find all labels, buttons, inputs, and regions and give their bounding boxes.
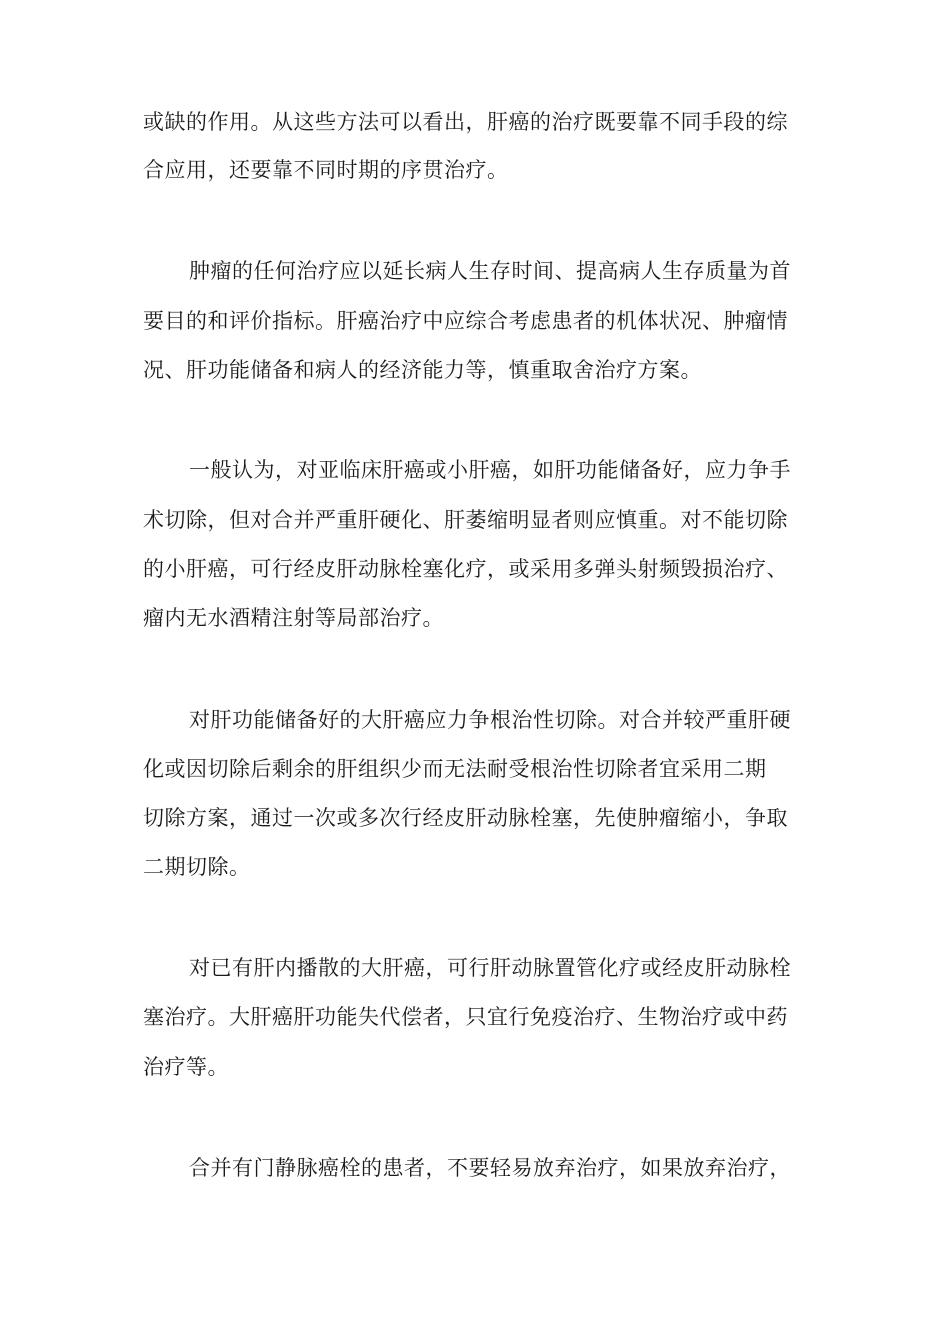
- paragraph-6-line-1: 合并有门静脉癌栓的患者，不要轻易放弃治疗，如果放弃治疗，: [189, 1156, 791, 1180]
- paragraph-1-line-1: 或缺的作用。从这些方法可以看出，肝癌的治疗既要靠不同手段的综: [143, 110, 788, 134]
- paragraph-4-line-2: 化或因切除后剩余的肝组织少而无法耐受根治性切除者宜采用二期: [143, 757, 767, 781]
- paragraph-2-line-2: 要目的和评价指标。肝癌治疗中应综合考虑患者的机体状况、肿瘤情: [143, 309, 788, 333]
- paragraph-2-line-1: 肿瘤的任何治疗应以延长病人生存时间、提高病人生存质量为首: [189, 259, 791, 283]
- paragraph-4-line-3: 切除方案，通过一次或多次行经皮肝动脉栓塞，先使肿瘤缩小，争取: [143, 806, 788, 830]
- paragraph-3-line-2: 术切除，但对合并严重肝硬化、肝萎缩明显者则应慎重。对不能切除: [143, 508, 788, 532]
- paragraph-5-line-1: 对已有肝内播散的大肝癌，可行肝动脉置管化疗或经皮肝动脉栓: [189, 956, 791, 980]
- paragraph-5-line-3: 治疗等。: [143, 1055, 229, 1079]
- paragraph-4-line-1: 对肝功能储备好的大肝癌应力争根治性切除。对合并较严重肝硬: [189, 708, 791, 732]
- paragraph-2-line-3: 况、肝功能储备和病人的经济能力等，慎重取舍治疗方案。: [143, 358, 702, 382]
- paragraph-3-line-3: 的小肝癌，可行经皮肝动脉栓塞化疗，或采用多弹头射频毁损治疗、: [143, 557, 788, 581]
- paragraph-3-line-4: 瘤内无水酒精注射等局部治疗。: [143, 606, 444, 630]
- paragraph-4-line-4: 二期切除。: [143, 855, 251, 879]
- paragraph-5-line-2: 塞治疗。大肝癌肝功能失代偿者，只宜行免疫治疗、生物治疗或中药: [143, 1005, 788, 1029]
- paragraph-1-line-2: 合应用，还要靠不同时期的序贯治疗。: [143, 158, 509, 182]
- paragraph-3-line-1: 一般认为，对亚临床肝癌或小肝癌，如肝功能储备好，应力争手: [189, 458, 791, 482]
